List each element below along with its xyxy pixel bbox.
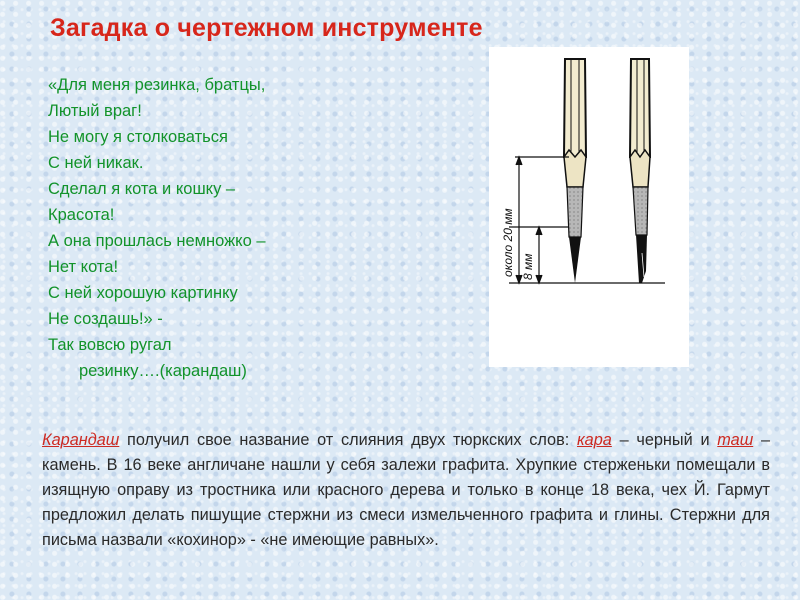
- poem-line: Нет кота!: [48, 258, 119, 276]
- poem-line: С ней никак.: [48, 154, 144, 172]
- dimension-label-lead: 8 мм: [521, 253, 535, 280]
- pencil-sharpening-figure: [489, 47, 689, 367]
- info-paragraph: [42, 428, 770, 553]
- highlight-word-kara: кара: [576, 431, 612, 450]
- poem-line: Не могу я столковаться: [48, 128, 228, 146]
- poem-line: Красота!: [48, 206, 115, 224]
- slide-title: Загадка о чертежном инструменте: [50, 14, 483, 42]
- riddle-poem: [48, 72, 266, 384]
- poem-line: Сделал я кота и кошку –: [48, 180, 236, 198]
- poem-line: С ней хорошую картинку: [48, 284, 238, 302]
- highlight-word-pencil: Карандаш: [42, 431, 120, 450]
- highlight-word-tash: таш: [717, 431, 754, 450]
- poem-line: Лютый враг!: [48, 102, 142, 120]
- poem-line: Так вовсю ругал: [48, 336, 172, 354]
- pencil-drawing: [489, 47, 689, 367]
- dimension-label-total: около 20 мм: [501, 208, 515, 277]
- poem-answer-line: резинку….(карандаш): [79, 362, 247, 380]
- poem-line: Не создашь!» -: [48, 310, 163, 328]
- poem-line: А она прошлась немножко –: [48, 232, 266, 250]
- info-text: – камень. В 16 веке англичане нашли у себя залежи графита. Хрупкие стерженьки помещали в изящную оправу из тростника или красного дерева и только в конце 18 века, чех Й. Гармут предложил делать пишущие стержни из смеси измельченного графита и глины. Стержни для письма назвали «кохинор» - «не имеющие равных».: [42, 431, 770, 550]
- info-text: – черный и: [611, 431, 718, 450]
- poem-line: «Для меня резинка, братцы,: [48, 76, 266, 94]
- info-text: получил свое название от слияния двух тюркских слов:: [119, 431, 577, 450]
- pencil-left-icon: [564, 59, 586, 283]
- pencil-right-icon: [630, 59, 650, 283]
